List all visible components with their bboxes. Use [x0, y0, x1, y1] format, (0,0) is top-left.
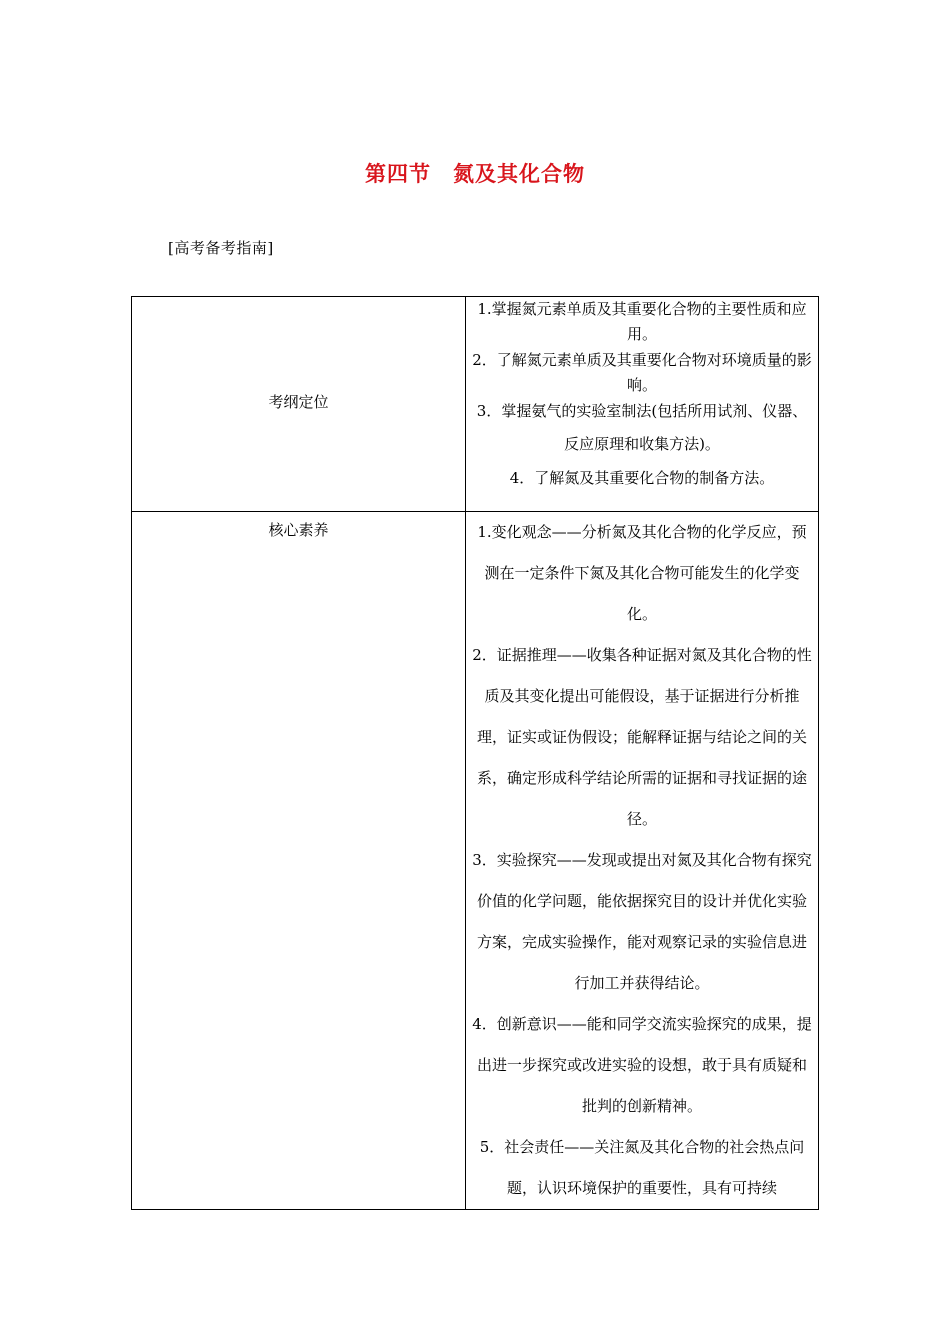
- list-item: 3．实验探究——发现或提出对氮及其化合物有探究价值的化学问题，能依据探究目的设计并优化实验方案，完成实验操作，能对观察记录的实验信息进行加工并获得结论。: [472, 851, 812, 992]
- list-item: 4．了解氮及其重要化合物的制备方法。: [509, 469, 775, 487]
- row-content-cell: [466, 297, 819, 512]
- list-item: 2．证据推理——收集各种证据对氮及其化合物的性质及其变化提出可能假设，基于证据进行分析推理，证实或证伪假设；能解释证据与结论之间的关系，确定形成科学结论所需的证据和寻找证据的途径。: [472, 646, 812, 828]
- list-item: 1.掌握氮元素单质及其重要化合物的主要性质和应用。: [477, 300, 807, 343]
- exam-guide-table: [131, 296, 819, 1210]
- list-item: 2．了解氮元素单质及其重要化合物对环境质量的影响。: [472, 351, 812, 394]
- row-label: 核心素养: [268, 521, 329, 539]
- table-row: [132, 297, 819, 512]
- row-label-cell: [132, 297, 466, 512]
- list-item: 4．创新意识——能和同学交流实验探究的成果，提出进一步探究或改进实验的设想，敢于具有质疑和批判的创新精神。: [472, 1015, 812, 1115]
- row-label: 考纲定位: [268, 392, 329, 411]
- row-content-cell: [466, 512, 819, 1210]
- list-item: 1.变化观念——分析氮及其化合物的化学反应，预测在一定条件下氮及其化合物可能发生的化学变化。: [477, 523, 807, 623]
- list-item: 5．社会责任——关注氮及其化合物的社会热点问题，认识环境保护的重要性，具有可持续: [479, 1138, 805, 1197]
- table-row: [132, 512, 819, 1210]
- section-label: [高考备考指南]: [168, 239, 274, 257]
- list-item: 3．掌握氨气的实验室制法(包括所用试剂、仪器、反应原理和收集方法)。: [476, 402, 808, 453]
- page-title: 第四节 氮及其化合物: [365, 162, 585, 186]
- row-label-cell: [132, 512, 466, 1210]
